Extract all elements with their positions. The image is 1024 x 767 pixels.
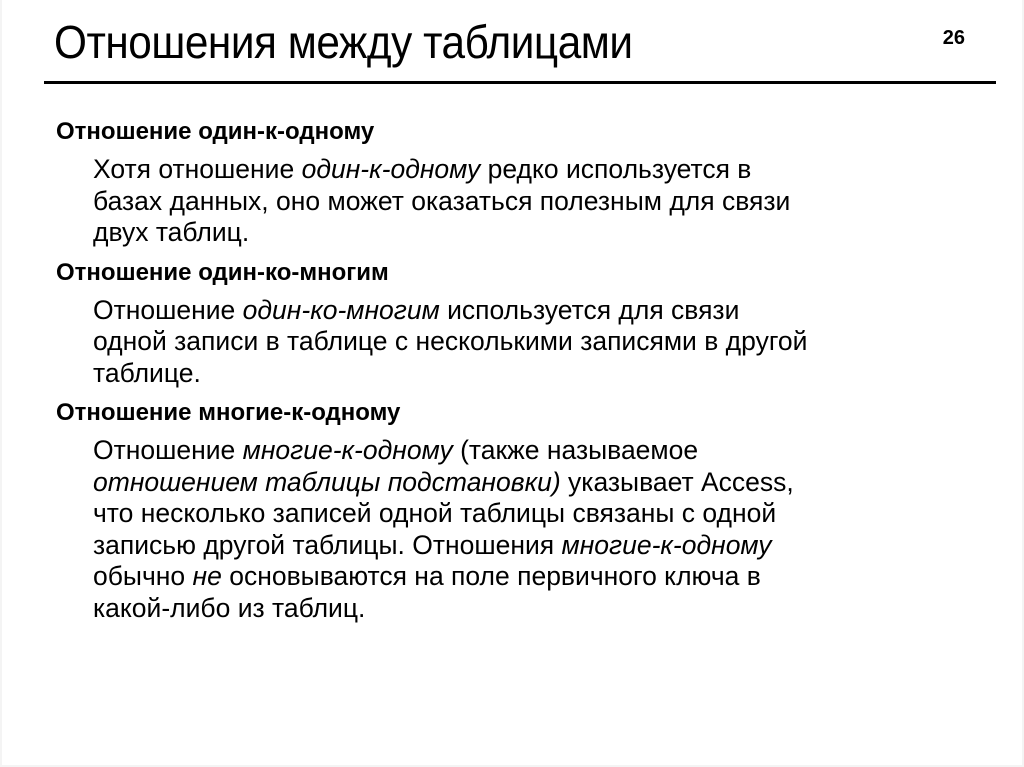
section-heading: Отношение один-к-одному <box>56 118 375 145</box>
body-text: двух таблиц. <box>93 217 250 247</box>
section-body <box>93 435 963 624</box>
section-heading: Отношение один-ко-многим <box>56 258 389 286</box>
emphasized-term: многие-к-одному <box>561 529 772 560</box>
body-text: редко используется в <box>480 154 752 184</box>
body-line <box>93 186 963 218</box>
body-line <box>93 530 963 562</box>
body-line <box>93 358 963 390</box>
body-text: обычно <box>93 561 193 591</box>
emphasized-term: один-ко-многим <box>242 294 440 325</box>
body-line <box>93 217 963 249</box>
body-text: записью другой таблицы. Отношения <box>93 529 562 560</box>
title-divider <box>44 81 996 84</box>
body-line <box>93 435 963 467</box>
emphasized-term: многие-к-одному <box>242 435 453 465</box>
body-text: Хотя отношение <box>93 154 302 184</box>
page-number: 26 <box>942 27 965 49</box>
body-text: таблице. <box>93 357 201 388</box>
slide-title: Отношения между таблицами <box>54 16 633 68</box>
section-body <box>93 154 963 249</box>
body-text: одной записи в таблице с несколькими записями в другой <box>93 326 808 356</box>
body-line <box>93 593 963 625</box>
section-one-to-one <box>56 114 986 249</box>
body-text: (также называемое <box>452 435 699 465</box>
body-line <box>93 295 963 327</box>
section-many-to-one <box>56 395 986 624</box>
emphasized-term: не <box>192 561 222 591</box>
body-line <box>93 467 963 499</box>
body-line <box>93 561 963 593</box>
body-line <box>93 498 963 530</box>
emphasized-term: один-к-одному <box>301 154 481 184</box>
body-text: Отношение <box>93 435 243 465</box>
slide-content <box>56 114 986 630</box>
section-one-to-many <box>56 255 986 390</box>
body-text: базах данных, оно может оказаться полезным для связи <box>93 185 791 216</box>
emphasized-term: отношением таблицы подстановки) <box>93 466 561 497</box>
section-heading: Отношение многие-к-одному <box>56 399 401 426</box>
body-text: указывает Access, <box>560 466 794 497</box>
body-text: используется для связи <box>439 294 740 325</box>
section-body <box>93 295 963 390</box>
body-text: какой-либо из таблиц. <box>93 592 366 623</box>
body-text: что несколько записей одной таблицы связаны с одной <box>93 498 777 528</box>
body-text: основываются на поле первичного ключа в <box>221 561 761 591</box>
body-text: Отношение <box>93 294 243 325</box>
body-line <box>93 326 963 358</box>
body-line <box>93 154 963 186</box>
